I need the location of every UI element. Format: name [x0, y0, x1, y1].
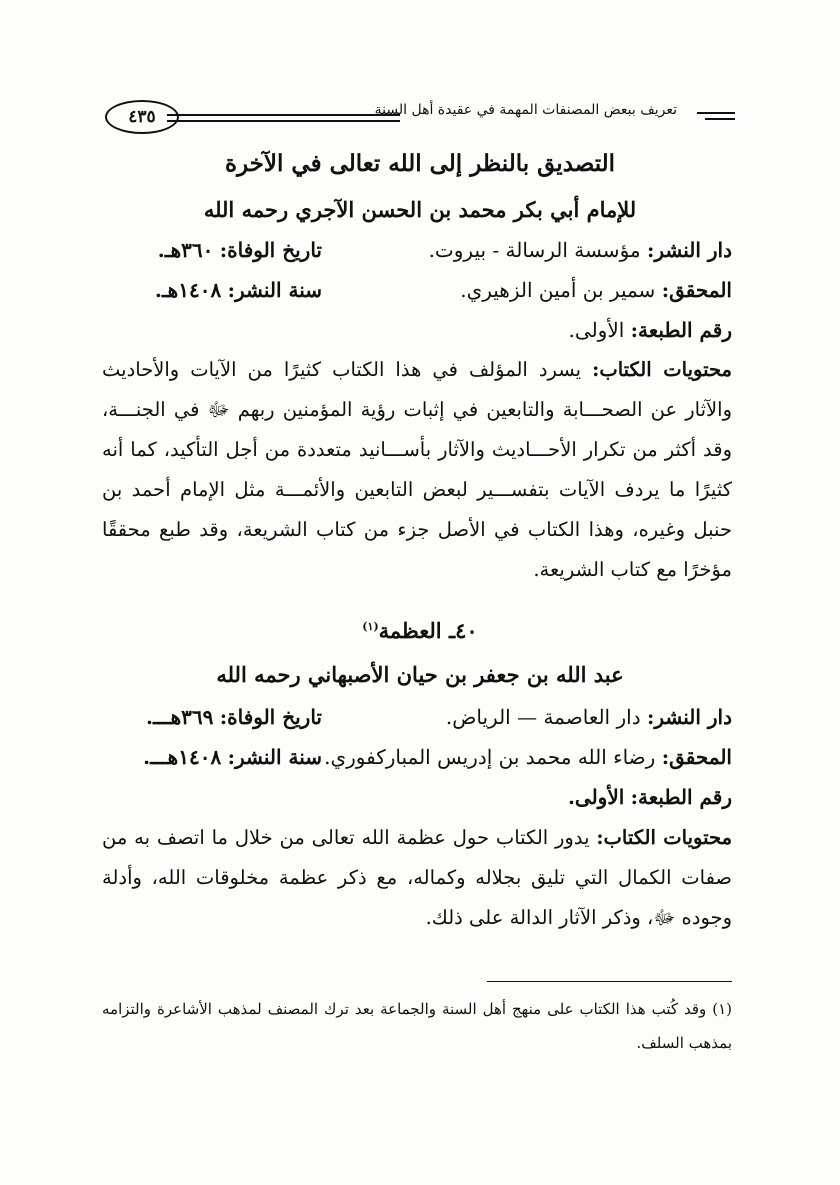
death-date-field — [146, 705, 322, 729]
publication-year-label: سنة النشر: — [227, 745, 322, 769]
book-title: العظمة — [378, 618, 442, 643]
edition-field — [568, 785, 732, 809]
publisher-field — [446, 705, 732, 729]
running-header — [105, 100, 735, 132]
header-rule — [167, 120, 400, 122]
publication-year-label: سنة النشر: — [227, 278, 322, 302]
publisher-row — [102, 238, 732, 272]
contents-label: محتويات الكتاب: — [596, 826, 733, 849]
death-date-value: ٣٦٠هـ. — [157, 238, 214, 262]
editor-label: المحقق: — [661, 745, 732, 769]
book-title: التصديق بالنظر إلى الله تعالى في الآخرة — [224, 150, 616, 177]
publication-year-field — [155, 278, 322, 302]
edition-field — [569, 318, 732, 342]
edition-row — [102, 318, 732, 352]
editor-row — [102, 278, 732, 312]
contents-label: محتويات الكتاب: — [592, 358, 732, 381]
header-dash — [697, 112, 735, 114]
publisher-field — [429, 238, 732, 262]
publisher-label: دار النشر: — [646, 238, 732, 262]
publication-year-field — [143, 745, 322, 769]
publication-year-value: ١٤٠٨هـ. — [154, 278, 222, 302]
running-title: تعريف ببعض المصنفات المهمة في عقيدة أهل السنة — [374, 102, 677, 118]
editor-field — [324, 745, 732, 769]
editor-row — [102, 745, 732, 779]
death-date-label: تاريخ الوفاة: — [219, 238, 322, 262]
death-date-value: ٣٦٩هـــ. — [146, 705, 214, 729]
publication-year-value: ١٤٠٨هـــ. — [143, 745, 222, 769]
editor-value: سمير بن أمين الزهيري. — [460, 278, 656, 302]
book-author: للإمام أبي بكر محمد بن الحسن الآجري رحمه الله — [203, 197, 637, 222]
entry-number: ٤٠ـ — [448, 618, 478, 643]
editor-label: المحقق: — [661, 278, 732, 302]
death-date-field — [158, 238, 322, 262]
footnote-reference[interactable]: (١) — [362, 620, 379, 633]
contents-paragraph — [102, 350, 732, 590]
editor-value: رضاء الله محمد بن إدريس المباركفوري. — [324, 745, 656, 769]
contents-text: يدور الكتاب حول عظمة الله تعالى من خلال ما اتصف به من صفات الكمال التي تليق بجلاله وكماله، مع ذكر عظمة مخلوقات الله، وأدلة وجوده ﷻ، وذكر الآثار الدالة على ذلك. — [102, 826, 732, 929]
footnote: (١) وقد كُتب هذا الكتاب على منهج أهل السنة والجماعة بعد ترك المصنف لمذهب الأشاعرة والتزامه بمذهب السلف. — [102, 1000, 732, 1052]
edition-row — [102, 785, 732, 819]
header-rule — [167, 114, 400, 116]
edition-label: رقم الطبعة: — [630, 785, 732, 809]
edition-label: رقم الطبعة: — [630, 318, 732, 342]
publisher-row — [102, 705, 732, 739]
publisher-value: مؤسسة الرسالة - بيروت. — [428, 238, 641, 262]
death-date-label: تاريخ الوفاة: — [219, 705, 322, 729]
section-heading — [100, 618, 740, 643]
edition-value: الأولى. — [567, 785, 625, 809]
publisher-value: دار العاصمة — الرياض. — [445, 705, 641, 729]
footnote-separator — [487, 981, 732, 982]
page-number: ٤٣٥ — [105, 100, 179, 134]
contents-paragraph — [102, 818, 732, 938]
editor-field — [460, 278, 732, 302]
edition-value: الأولى. — [568, 318, 625, 342]
header-dash — [705, 118, 735, 120]
contents-text: يسرد المؤلف في هذا الكتاب كثيرًا من الآيات والأحاديث والآثار عن الصحـــابة والتابعين في إثبات رؤية المؤمنين ربهم ﷻ في الجنـــة، وقد أكثر من تكرار الأحـــاديث والآثار بأســـانيد متعددة من أجل التأكيد، كما أنه كثيرًا ما يردف الآيات بتفســـير لبعض التابعين والأئمـــة مثل الإمام أحمد بن حنبل وغيره، وهذا الكتاب في الأصل جزء من كتاب الشريعة، وقد طبع محققًا مؤخرًا مع كتاب الشريعة. — [102, 358, 732, 581]
publisher-label: دار النشر: — [646, 705, 732, 729]
book-author: عبد الله بن جعفر بن حيان الأصبهاني رحمه الله — [216, 662, 624, 687]
